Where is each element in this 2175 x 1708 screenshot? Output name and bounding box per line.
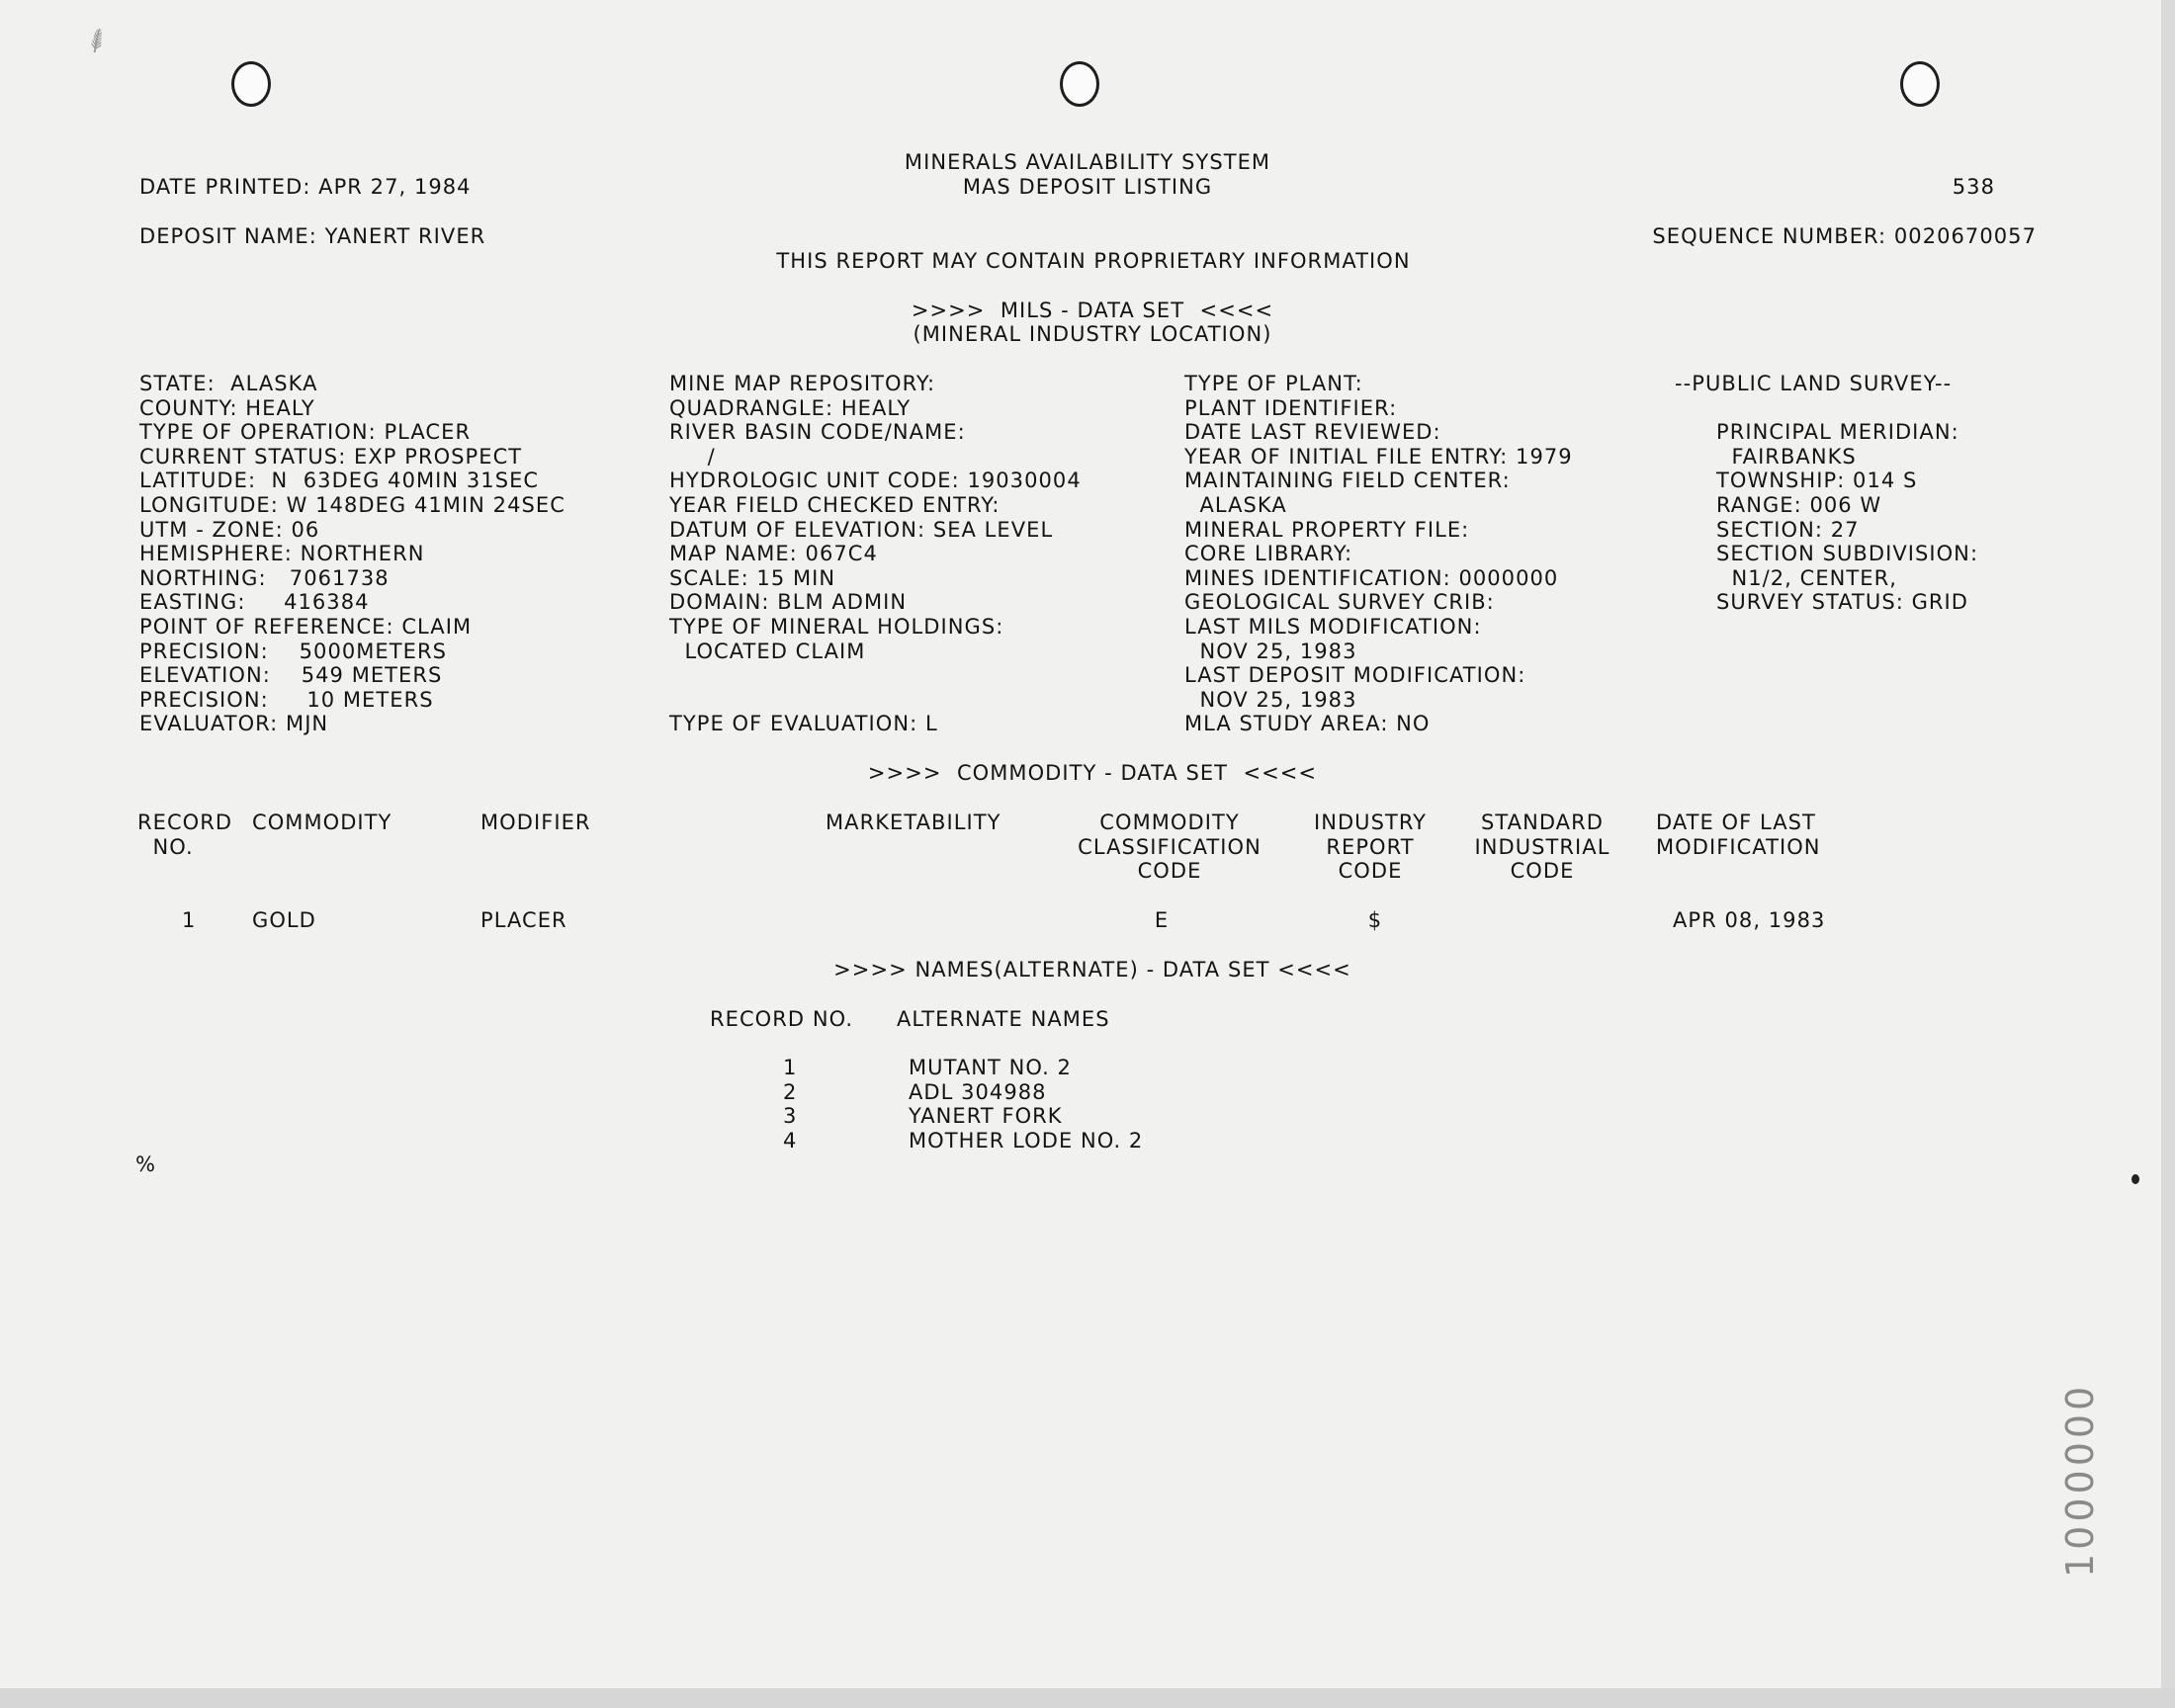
field-quadrangle: QUADRANGLE: HEALY (669, 395, 912, 420)
field-latitude: LATITUDE: N 63DEG 40MIN 31SEC (139, 469, 540, 493)
field-easting: EASTING: 416384 (139, 590, 370, 615)
field-section: SECTION: 27 (1716, 517, 1860, 542)
mils-title: >>>> MILS - DATA SET <<<< (911, 299, 1274, 322)
col-commodity: COMMODITY (252, 811, 392, 834)
field-mineral-property-file: MINERAL PROPERTY FILE: (1184, 517, 1470, 542)
field-hemisphere: HEMISPHERE: NORTHERN (139, 542, 425, 566)
field-township: TOWNSHIP: 014 S (1716, 469, 1918, 493)
col-industry-report-code: INDUSTRY REPORT CODE (1313, 811, 1428, 884)
col-classification-code: COMMODITY CLASSIFICATION CODE (1078, 811, 1262, 884)
field-operation-type: TYPE OF OPERATION: PLACER (139, 420, 472, 445)
page-edge-right (2161, 0, 2175, 1708)
cell-modifier: PLACER (480, 908, 567, 932)
field-section-subdivision-value: N1/2, CENTER, (1716, 565, 1897, 590)
field-elevation: ELEVATION: 549 METERS (139, 663, 443, 688)
cell-industry-report-code: $ (1367, 908, 1383, 932)
col-names-record-no: RECORD NO. (710, 1007, 854, 1031)
name-record-no: 3 (783, 1104, 798, 1129)
field-survey-status: SURVEY STATUS: GRID (1716, 590, 1969, 615)
field-hydrologic-unit: HYDROLOGIC UNIT CODE: 19030004 (669, 469, 1082, 493)
alternate-name: YANERT FORK (909, 1104, 1063, 1129)
name-record-no: 1 (783, 1056, 798, 1079)
field-section-subdivision: SECTION SUBDIVISION: (1716, 542, 1979, 566)
binder-hole-center (1060, 61, 1099, 107)
field-county: COUNTY: HEALY (139, 395, 315, 420)
field-principal-meridian-value: FAIRBANKS (1716, 444, 1857, 469)
field-plant-identifier: PLANT IDENTIFIER: (1184, 395, 1398, 420)
field-river-basin: RIVER BASIN CODE/NAME: (669, 420, 966, 445)
field-maintaining-center-value: ALASKA (1184, 493, 1287, 517)
field-domain: DOMAIN: BLM ADMIN (669, 590, 908, 615)
field-mineral-holdings: TYPE OF MINERAL HOLDINGS: (669, 615, 1004, 639)
proprietary-notice: THIS REPORT MAY CONTAIN PROPRIETARY INFORMATION (776, 249, 1411, 273)
field-last-mils-modification-value: NOV 25, 1983 (1184, 639, 1357, 663)
field-map-name: MAP NAME: 067C4 (669, 542, 878, 566)
page-number: 538 (1952, 175, 1995, 199)
date-printed: DATE PRINTED: APR 27, 1984 (139, 175, 472, 199)
alternate-name: MUTANT NO. 2 (909, 1056, 1072, 1079)
field-mineral-holdings-value: LOCATED CLAIM (669, 639, 866, 663)
cell-date-last-modification: APR 08, 1983 (1673, 908, 1826, 932)
field-precision-location: PRECISION: 5000METERS (139, 639, 447, 663)
field-state: STATE: ALASKA (139, 372, 318, 395)
col-marketability: MARKETABILITY (826, 811, 1001, 834)
binder-hole-left (231, 61, 271, 107)
field-principal-meridian: PRINCIPAL MERIDIAN: (1716, 420, 1959, 445)
margin-mark: ⸙ (77, 16, 117, 64)
name-record-no: 2 (783, 1079, 798, 1104)
col-modifier: MODIFIER (480, 811, 591, 834)
stamp-number: 1000000 (2058, 1382, 2102, 1578)
field-river-basin-value: / (669, 444, 716, 469)
field-northing: NORTHING: 7061738 (139, 565, 390, 590)
field-utm-zone: UTM - ZONE: 06 (139, 517, 320, 542)
field-last-deposit-modification-value: NOV 25, 1983 (1184, 687, 1357, 712)
field-year-field-checked: YEAR FIELD CHECKED ENTRY: (669, 493, 1000, 517)
col-record-no: RECORD NO. (137, 811, 233, 859)
mils-subtitle: (MINERAL INDUSTRY LOCATION) (913, 322, 1272, 346)
field-range: RANGE: 006 W (1716, 493, 1882, 517)
col-sic-code: STANDARD INDUSTRIAL CODE (1474, 811, 1610, 884)
field-current-status: CURRENT STATUS: EXP PROSPECT (139, 444, 523, 469)
sequence-number: SEQUENCE NUMBER: 0020670057 (1652, 224, 2037, 248)
cell-record-no: 1 (182, 908, 197, 932)
col-alternate-names: ALTERNATE NAMES (897, 1007, 1110, 1031)
field-type-of-plant: TYPE OF PLANT: (1184, 372, 1363, 395)
field-last-deposit-modification: LAST DEPOSIT MODIFICATION: (1184, 663, 1526, 688)
binder-hole-right (1900, 61, 1940, 107)
field-geological-survey-crib: GEOLOGICAL SURVEY CRIB: (1184, 590, 1495, 615)
field-evaluator: EVALUATOR: MJN (139, 712, 329, 736)
field-scale: SCALE: 15 MIN (669, 565, 836, 590)
field-mine-map-repository: MINE MAP REPOSITORY: (669, 372, 936, 395)
end-of-record-mark: % (135, 1153, 157, 1176)
cell-commodity: GOLD (252, 908, 316, 932)
deposit-name: DEPOSIT NAME: YANERT RIVER (139, 224, 486, 248)
field-longitude: LONGITUDE: W 148DEG 41MIN 24SEC (139, 493, 566, 517)
col-date-last-modification: DATE OF LAST MODIFICATION (1656, 811, 1821, 859)
field-core-library: CORE LIBRARY: (1184, 542, 1353, 566)
page-edge-bottom (0, 1688, 2175, 1708)
field-type-of-evaluation: TYPE OF EVALUATION: L (669, 712, 938, 736)
alternate-name: ADL 304988 (909, 1079, 1047, 1104)
names-title: >>>> NAMES(ALTERNATE) - DATA SET <<<< (833, 958, 1351, 982)
commodity-title: >>>> COMMODITY - DATA SET <<<< (867, 761, 1318, 785)
field-datum-of-elevation: DATUM OF ELEVATION: SEA LEVEL (669, 517, 1054, 542)
field-point-of-reference: POINT OF REFERENCE: CLAIM (139, 615, 473, 639)
land-survey-heading: --PUBLIC LAND SURVEY-- (1675, 372, 1953, 395)
system-title: MINERALS AVAILABILITY SYSTEM (904, 150, 1271, 174)
field-date-last-reviewed: DATE LAST REVIEWED: (1184, 420, 1441, 445)
field-year-initial-entry: YEAR OF INITIAL FILE ENTRY: 1979 (1184, 444, 1573, 469)
cell-classification-code: E (1154, 908, 1170, 932)
field-last-mils-modification: LAST MILS MODIFICATION: (1184, 615, 1482, 639)
listing-title: MAS DEPOSIT LISTING (962, 175, 1213, 199)
field-mines-identification: MINES IDENTIFICATION: 0000000 (1184, 565, 1559, 590)
alternate-name: MOTHER LODE NO. 2 (909, 1128, 1144, 1153)
field-mla-study-area: MLA STUDY AREA: NO (1184, 712, 1431, 736)
name-record-no: 4 (783, 1128, 798, 1153)
ink-dot (2132, 1174, 2139, 1184)
field-precision-elevation: PRECISION: 10 METERS (139, 687, 434, 712)
field-maintaining-center: MAINTAINING FIELD CENTER: (1184, 469, 1511, 493)
